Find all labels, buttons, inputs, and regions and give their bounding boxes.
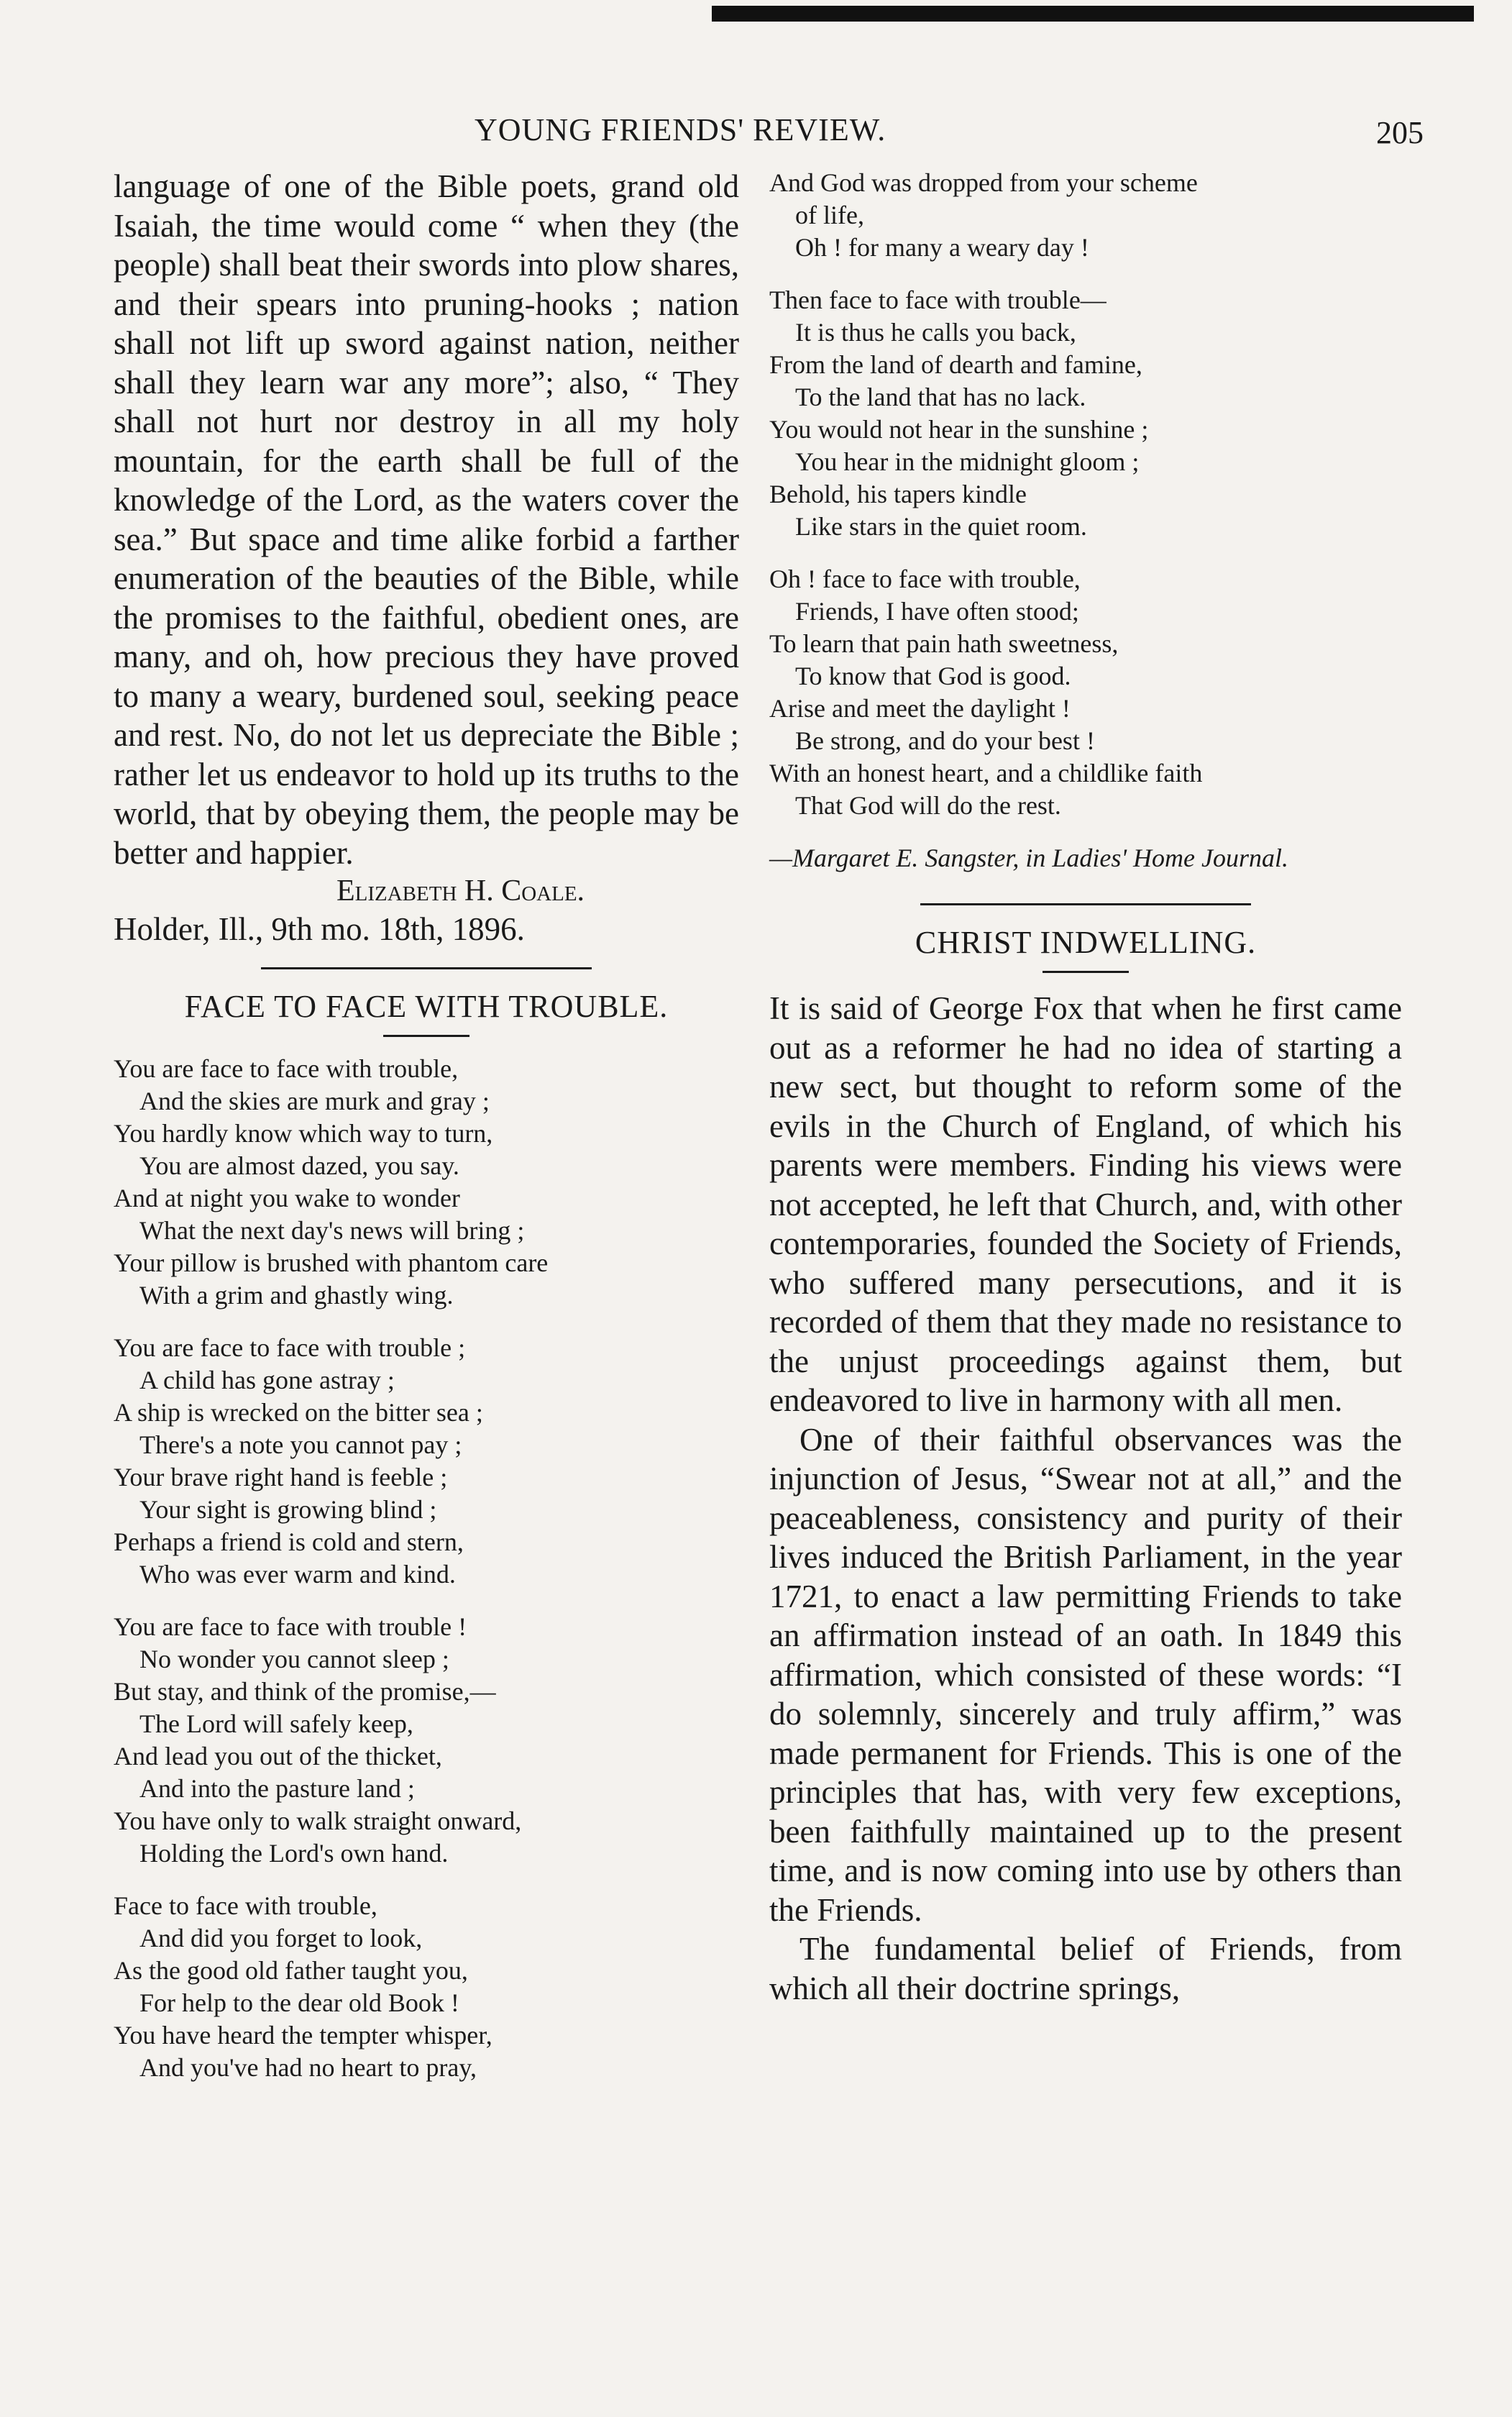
poem-line: As the good old father taught you, xyxy=(114,1956,468,1985)
poem-body xyxy=(114,1053,739,2084)
poem-line: And lead you out of the thicket, xyxy=(114,1742,442,1771)
poem-line: You are face to face with trouble ; xyxy=(114,1333,466,1362)
poem-line: You have heard the tempter whisper, xyxy=(114,2021,492,2050)
poem-credit: —Margaret E. Sangster, in Ladies' Home Journal. xyxy=(769,844,1289,872)
poem-line: Like stars in the quiet room. xyxy=(795,512,1087,541)
poem-line: And did you forget to look, xyxy=(139,1924,423,1952)
essay-conclusion xyxy=(114,167,739,872)
poem-continuation xyxy=(769,167,1402,822)
running-head: YOUNG FRIENDS' REVIEW. xyxy=(475,112,886,147)
poem-line: It is thus he calls you back, xyxy=(795,318,1076,347)
right-column xyxy=(769,167,1402,2008)
poem-line: And the skies are murk and gray ; xyxy=(139,1087,490,1115)
poem-line: To know that God is good. xyxy=(795,662,1071,690)
stanza xyxy=(114,1611,739,1870)
poem-line: Friends, I have often stood; xyxy=(795,597,1079,626)
poem-line: You are face to face with trouble, xyxy=(114,1054,459,1083)
stanza xyxy=(769,284,1402,543)
poem-line: And God was dropped from your scheme xyxy=(769,168,1198,197)
page-header xyxy=(101,111,1445,162)
stanza xyxy=(769,563,1402,822)
poem-line: Perhaps a friend is cold and stern, xyxy=(114,1527,464,1556)
poem-line: Who was ever warm and kind. xyxy=(139,1560,456,1589)
poem-line: Arise and meet the daylight ! xyxy=(769,694,1071,723)
article-paragraph: One of their faithful observances was the injunction of Jesus, “Swear not at all,” and the peaceableness, consistency and purity of their lives induced the British Parliament, in the year 1721, to enact a law permitting Friends to take an affirmation instead of an oath. In 1849 this affirmation, which consisted of these words: “I do solemnly, sincerely and truly affirm,” was made permanent for Friends. This is one of the principles that has, with very few exceptions, been faithfully maintained up to the present time, and is now coming into use by others than the Friends. xyxy=(769,1421,1402,1928)
poem-line: Then face to face with trouble— xyxy=(769,285,1106,314)
poem-line: You are almost dazed, you say. xyxy=(139,1151,459,1180)
poem-line: Holding the Lord's own hand. xyxy=(139,1839,449,1868)
section-divider xyxy=(261,967,592,969)
poem-line: No wonder you cannot sleep ; xyxy=(139,1645,449,1673)
poem-line: A child has gone astray ; xyxy=(139,1366,395,1394)
poem-line: To learn that pain hath sweetness, xyxy=(769,629,1119,658)
poem-line: You would not hear in the sunshine ; xyxy=(769,415,1149,444)
stanza xyxy=(769,167,1402,264)
poem-line: Behold, his tapers kindle xyxy=(769,480,1027,508)
poem-line: A ship is wrecked on the bitter sea ; xyxy=(114,1398,483,1427)
left-column xyxy=(114,167,739,2104)
article-body xyxy=(769,989,1402,2008)
poem-line: Your pillow is brushed with phantom care xyxy=(114,1248,549,1277)
poem-line: And into the pasture land ; xyxy=(139,1774,415,1803)
article-title: CHRIST INDWELLING. xyxy=(915,925,1257,960)
stanza xyxy=(114,1332,739,1591)
poem-line: For help to the dear old Book ! xyxy=(139,1988,459,2017)
poem-line: And at night you wake to wonder xyxy=(114,1184,460,1212)
poem-line: Your brave right hand is feeble ; xyxy=(114,1463,448,1491)
poem-line: But stay, and think of the promise,— xyxy=(114,1677,496,1706)
section-divider xyxy=(920,903,1251,905)
poem-line: From the land of dearth and famine, xyxy=(769,350,1142,379)
poem-line: of life, xyxy=(795,201,864,229)
title-underline xyxy=(1043,971,1129,973)
stanza xyxy=(114,1053,739,1312)
poem-line: The Lord will safely keep, xyxy=(139,1709,413,1738)
poem-line: You hardly know which way to turn, xyxy=(114,1119,493,1148)
poem-line: You hear in the midnight gloom ; xyxy=(795,447,1140,476)
essay-paragraph: language of one of the Bible poets, grand old Isaiah, the time would come “ when they (the people) shall beat their swords into plow shares, and their spears into pruning-hooks ; nation shall not lift up sword against nation, neither shall they learn war any more”; also, “ They shall not hurt nor destroy in all my holy mountain, for the earth shall be full of the knowledge of the Lord, as the waters cover the sea.” But space and time alike forbid a farther enumeration of the beauties of the Bible, while the promises to the faithful, obedient ones, are many, and oh, how precious they have proved to many a weary, burdened soul, seeking peace and rest. No, do not let us depreciate the Bible ; rather let us endeavor to hold up its truths to the world, that by obeying them, the people may be better and happier. xyxy=(114,168,739,871)
author-signature: Elizabeth H. Coale. xyxy=(336,874,585,908)
page-number: 205 xyxy=(1376,115,1424,150)
poem-title: FACE TO FACE WITH TROUBLE. xyxy=(184,989,669,1024)
poem-line: Your sight is growing blind ; xyxy=(139,1495,437,1524)
poem-line: Oh ! for many a weary day ! xyxy=(795,233,1089,262)
poem-line: You are face to face with trouble ! xyxy=(114,1612,467,1641)
dateline: Holder, Ill., 9th mo. 18th, 1896. xyxy=(114,911,525,947)
poem-line: Oh ! face to face with trouble, xyxy=(769,565,1081,593)
title-underline xyxy=(383,1035,469,1037)
poem-line: With an honest heart, and a childlike faith xyxy=(769,759,1203,787)
poem-line: What the next day's news will bring ; xyxy=(139,1216,525,1245)
poem-line: With a grim and ghastly wing. xyxy=(139,1281,454,1310)
poem-line: There's a note you cannot pay ; xyxy=(139,1430,462,1459)
poem-line: And you've had no heart to pray, xyxy=(139,2053,477,2082)
top-edge-mark xyxy=(712,6,1474,22)
poem-line: Be strong, and do your best ! xyxy=(795,726,1095,755)
poem-line: To the land that has no lack. xyxy=(795,383,1086,411)
poem-line: That God will do the rest. xyxy=(795,791,1061,820)
stanza xyxy=(114,1890,739,2084)
poem-line: You have only to walk straight onward, xyxy=(114,1806,522,1835)
article-paragraph: It is said of George Fox that when he first came out as a reformer he had no idea of starting a new sect, but thought to reform some of the evils in the Church of England, of which his parents were members. Finding his views were not accepted, he left that Church, and, with other contemporaries, founded the Society of Friends, who suffered many persecutions, and it is recorded of them that they made no resistance to the unjust proceedings against them, but endeavored to live in harmony with all men. xyxy=(769,990,1402,1418)
article-paragraph: The fundamental belief of Friends, from which all their doctrine springs, xyxy=(769,1931,1402,2006)
poem-line: Face to face with trouble, xyxy=(114,1891,377,1920)
